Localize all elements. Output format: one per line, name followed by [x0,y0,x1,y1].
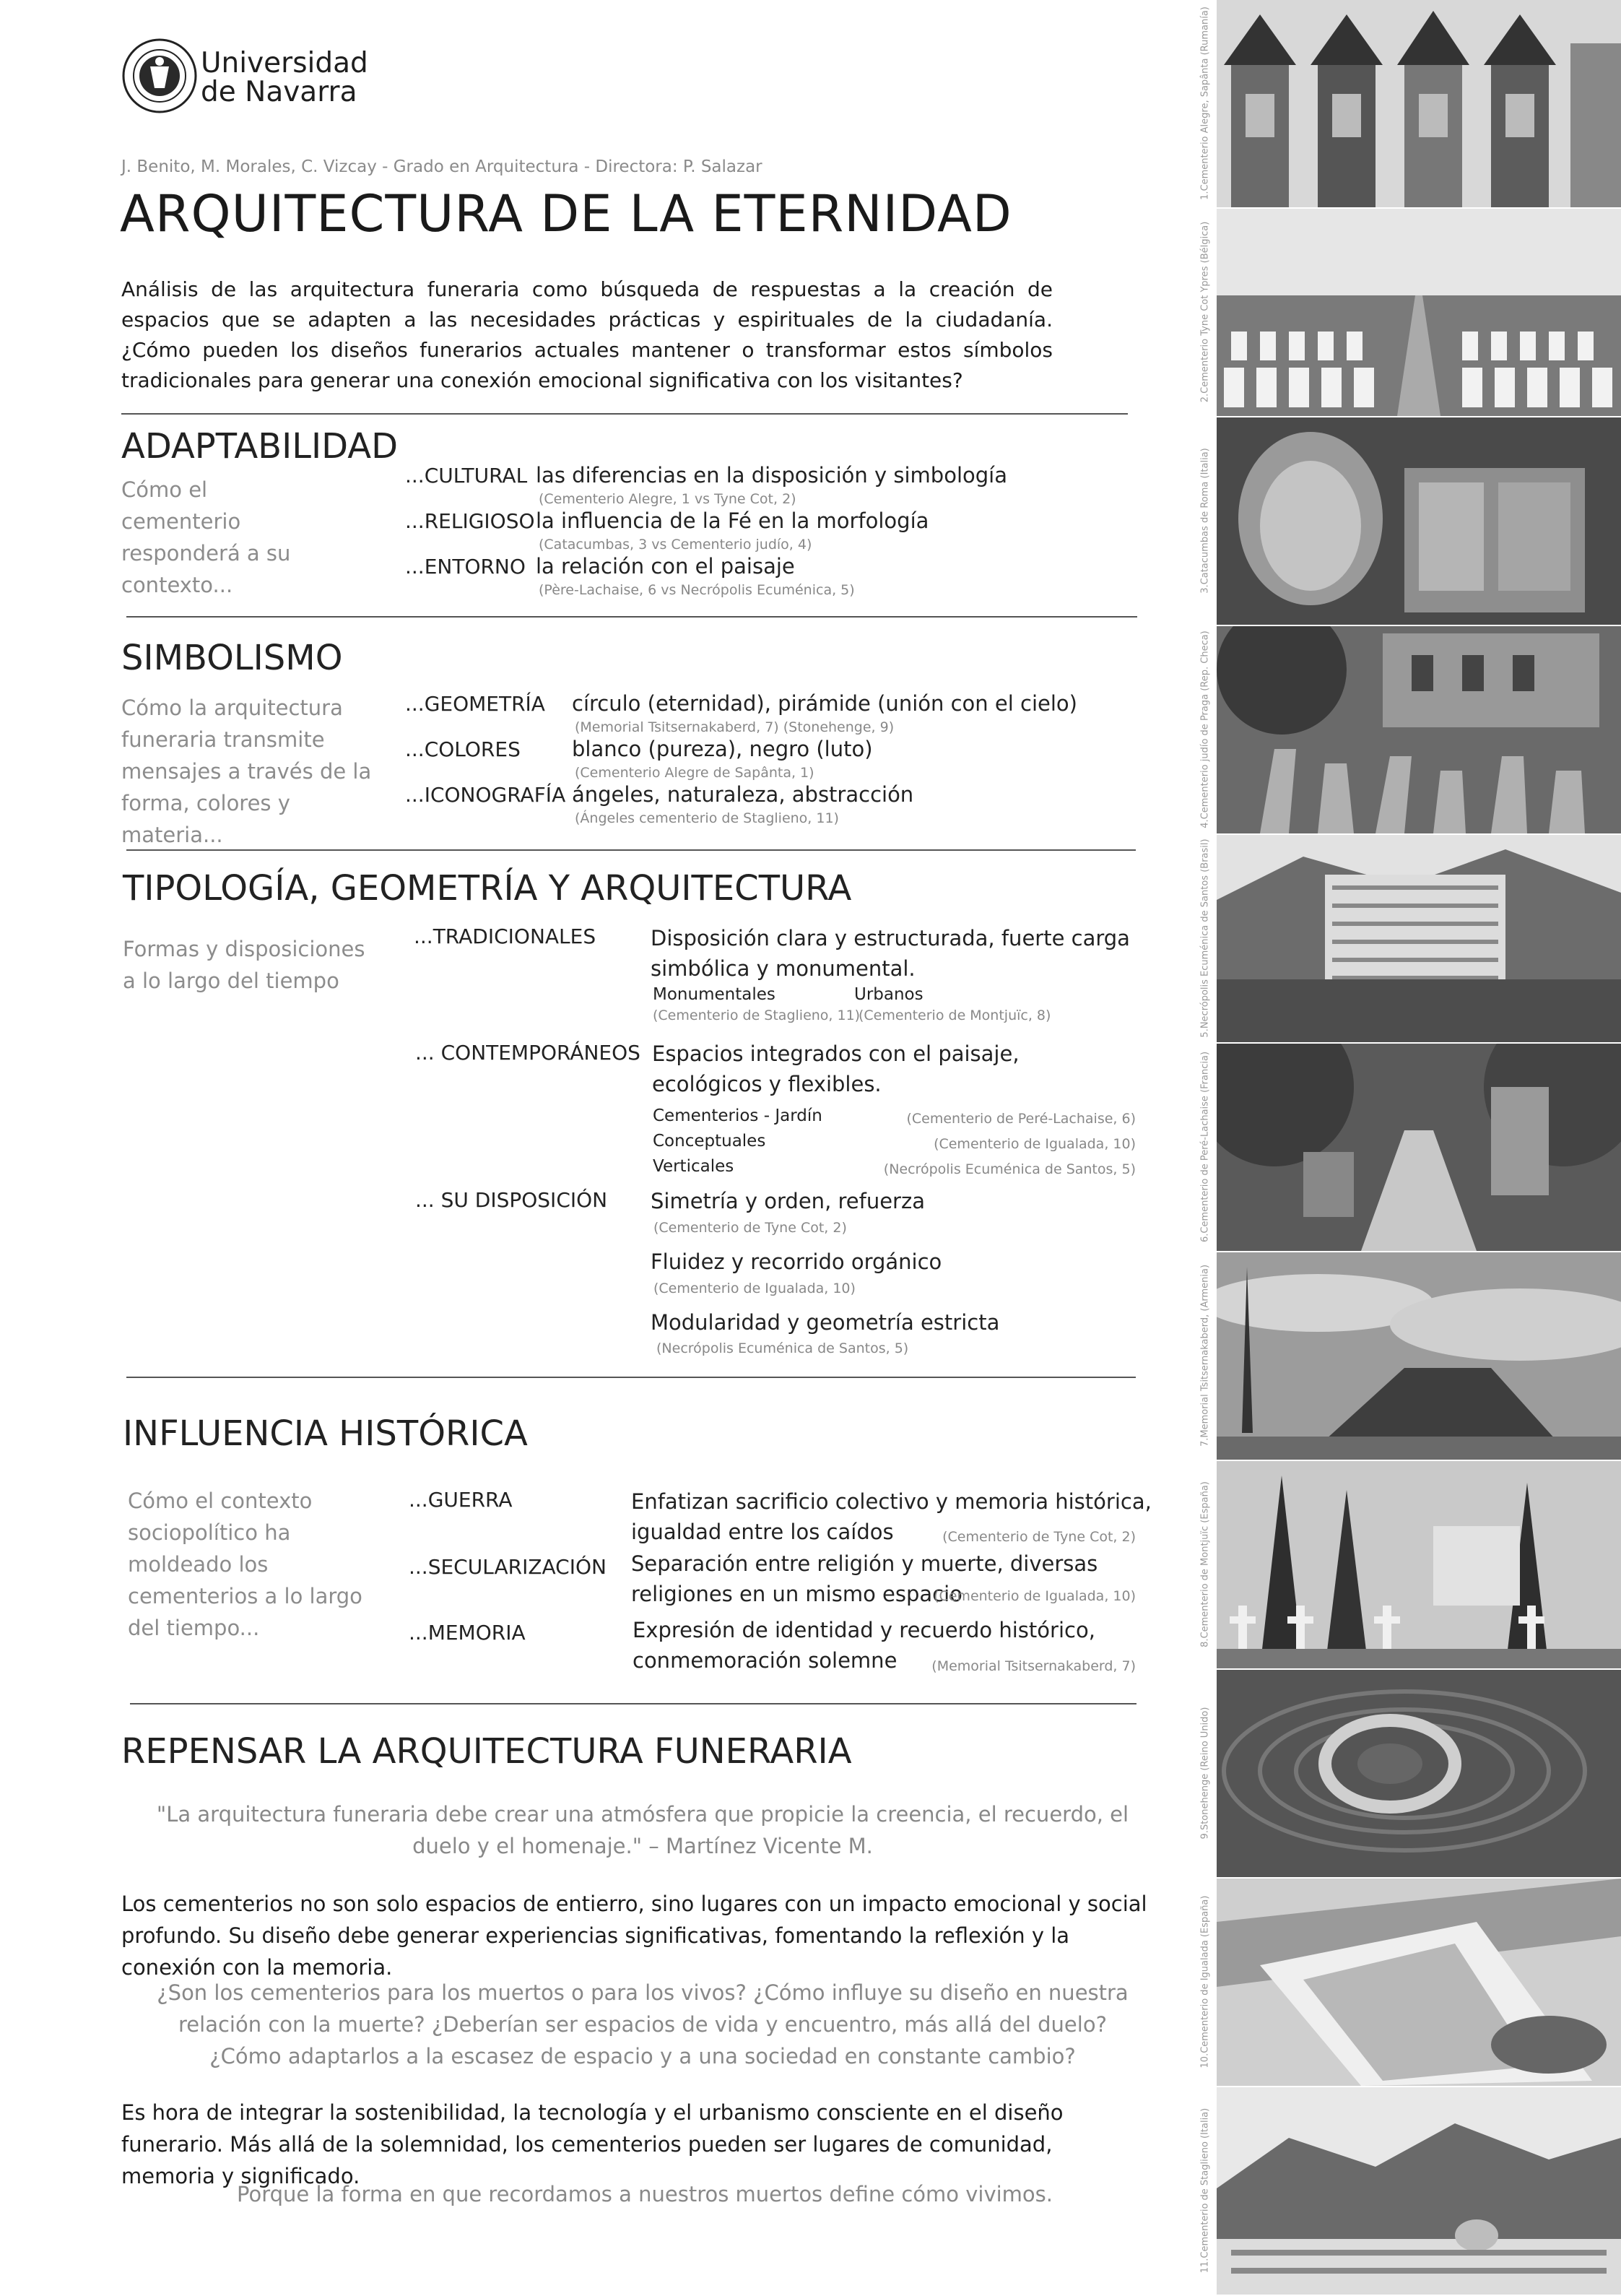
section-lede: Cómo el cementerio responderá a su contexto... [121,477,291,597]
arrangement-description: Simetría y orden, refuerza [651,1189,925,1213]
closing-line: Porque la forma en que recordamos a nuestros muertos define cómo vivimos. [237,2182,1053,2206]
reference-note: (Ángeles cementerio de Staglieno, 11) [575,810,839,826]
subtype-label: Conceptuales [653,1132,766,1151]
photo-caption: 1.Cementerio Alegre, Sapânta (Rumanía) [1199,7,1211,200]
photo-row [1195,1044,1621,1251]
cemetery-photo-montjuic [1217,1461,1621,1668]
category-description: círculo (eternidad), pirámide (unión con el cielo) [572,691,1077,716]
cemetery-photo-tyne-cot [1217,209,1621,416]
category-description: blanco (pureza), negro (luto) [572,737,873,761]
authors-line: J. Benito, M. Morales, C. Vizcay - Grado en Arquitectura - Directora: P. Salazar [121,157,762,176]
category-label: ...CULTURAL [405,464,528,488]
reference-note: (Cementerio de Tyne Cot, 2) [653,1220,847,1236]
cemetery-photo-staglieno [1217,2087,1621,2295]
category-label: ...RELIGIOSO [405,509,535,533]
influence-line: Expresión de identidad y recuerdo histórico, [633,1618,1095,1642]
photo-caption: 11.Cementerio de Staglieno (Italia) [1199,2107,1211,2274]
reference-note: (Cementerio de Montjuïc, 8) [859,1008,1051,1023]
category-label: ...MEMORIA [409,1621,526,1645]
reference-note: (Catacumbas, 3 vs Cementerio judío, 4) [539,537,812,553]
section-heading-repensar: REPENSAR LA ARQUITECTURA FUNERARIA [121,1731,852,1772]
section-heading-tipologia: TIPOLOGÍA, GEOMETRÍA Y ARQUITECTURA [123,868,852,909]
page-title: ARQUITECTURA DE LA ETERNIDAD [120,184,1012,243]
section-lede: Cómo el contexto sociopolítico ha moldeado los cementerios a lo largo del tiempo... [128,1489,362,1640]
photo-caption: 9.Stonehenge (Reino Unido) [1199,1707,1211,1840]
category-label: ...ICONOGRAFÍA [405,783,566,807]
arrangement-description: Modularidad y geometría estricta [651,1310,1000,1335]
photo-row [1195,1670,1621,1877]
category-label: ...ENTORNO [405,555,526,579]
photo-caption: 4.Cementerio judío de Praga (Rep. Checa) [1199,631,1211,828]
photo-caption: 7.Memorial Tsitsernakaberd, (Armenia) [1199,1264,1211,1447]
category-label: ... CONTEMPORÁNEOS [415,1041,640,1065]
university-seal-icon [121,38,198,114]
category-label: ...TRADICIONALES [414,924,596,948]
photo-row [1195,626,1621,833]
intro-paragraph: Análisis de las arquitectura funeraria como búsqueda de respuestas a la creación de espacios que se adapten a las necesidades prácticas y espirituales de la ciudadanía. ¿Cómo pueden los diseños funerarios actuales mantener o transformar estos símbolos tradicionales para generar una conexión emocional significativa con los visitantes? [121,277,1053,392]
category-label: ...GUERRA [409,1488,513,1512]
memorial-photo-tsitsernakaberd [1217,1252,1621,1460]
section-heading-simbolismo: SIMBOLISMO [121,638,343,678]
photo-row [1195,835,1621,1042]
divider [126,1377,1136,1378]
photo-row [1195,417,1621,625]
reference-note: (Cementerio de Igualada, 10) [934,1136,1136,1152]
influence-line: igualdad entre los caídos [631,1520,894,1544]
cemetery-photo-pere-lachaise [1217,1044,1621,1251]
reference-note: (Necrópolis Ecuménica de Santos, 5) [656,1340,909,1356]
cemetery-photo-prague-jewish [1217,626,1621,833]
photo-caption: 3.Catacumbas de Roma (Italia) [1199,448,1211,594]
photo-caption: 10.Cementerio de Igualada (España) [1199,1895,1211,2068]
photo-row [1195,1252,1621,1460]
section-lede: Formas y disposiciones a lo largo del tiempo [123,937,365,993]
photo-caption: 8.Cementerio de Montjuïc (España) [1199,1481,1211,1647]
logo-line-2: de Navarra [201,76,357,108]
reference-note: (Père-Lachaise, 6 vs Necrópolis Ecuménica, 5) [539,582,855,598]
divider [126,849,1136,851]
subtype-label: Monumentales [653,985,775,1004]
section-lede: Cómo la arquitectura funeraria transmite mensajes a través de la forma, colores y materia... [121,696,372,847]
photo-row [1195,1461,1621,1668]
category-description: ángeles, naturaleza, abstracción [572,782,914,807]
reference-note: (Cementerio Alegre de Sapânta, 1) [575,765,814,781]
quote: "La arquitectura funeraria debe crear una atmósfera que propicie la creencia, el recuerdo, el duelo y el homenaje." – Martínez Vicente M. [156,1802,1129,1858]
category-label: ... SU DISPOSICIÓN [415,1188,608,1212]
logo-line-1: Universidad [201,47,368,79]
arrangement-description: Fluidez y recorrido orgánico [651,1249,942,1274]
influence-line: Separación entre religión y muerte, diversas [631,1551,1098,1576]
photo-caption: 2.Cementerio Tyne Cot Ypres (Bélgica) [1199,221,1211,403]
reference-note: (Necrópolis Ecuménica de Santos, 5) [883,1161,1136,1177]
reference-note: (Cementerio de Igualada, 10) [653,1281,856,1296]
category-label: ...GEOMETRÍA [405,692,545,716]
subtype-label: Verticales [653,1157,734,1176]
category-description: Espacios integrados con el paisaje, ecológicos y flexibles. [652,1041,1020,1096]
photo-row [1195,0,1621,207]
reference-note: (Memorial Tsitsernakaberd, 7) (Stonehenge, 9) [575,719,895,735]
photo-strip [1195,0,1621,2296]
reference-note: (Cementerio de Igualada, 10) [934,1588,1136,1604]
section-heading-influencia: INFLUENCIA HISTÓRICA [123,1413,528,1454]
photo-caption: 6.Cementerio de Peré-Lachaise (Francia) [1199,1051,1211,1243]
questions-paragraph: ¿Son los cementerios para los muertos o para los vivos? ¿Cómo influye su diseño en nuestra relación con la muerte? ¿Deberían ser espacios de vida y encuentro, más allá del duelo? ¿Cómo adaptarlos a la escasez de espacio y a una sociedad en constante cambio? [157,1980,1129,2068]
photo-row [1195,2087,1621,2296]
body-paragraph: Los cementerios no son solo espacios de entierro, sino lugares con un impacto emocional y social profundo. Su diseño debe generar experiencias significativas, fomentando la reflexión y la conexión con la memoria. [121,1892,1147,1980]
body-paragraph: Es hora de integrar la sostenibilidad, la tecnología y el urbanismo consciente en el diseño funerario. Más allá de la solemnidad, los cementerios pueden ser lugares de comunidad, memoria y significado. [121,2100,1064,2188]
divider [130,1703,1137,1704]
photo-caption: 5.Necrópolis Ecuménica de Santos (Brasil) [1199,839,1211,1038]
reference-note: (Cementerio de Tyne Cot, 2) [942,1529,1136,1545]
cemetery-photo-catacombs [1217,417,1621,625]
subtype-label: Cementerios - Jardín [653,1106,822,1125]
influence-line: Enfatizan sacrificio colectivo y memoria histórica, [631,1489,1152,1514]
category-description: Disposición clara y estructurada, fuerte carga simbólica y monumental. [651,926,1130,981]
category-description: las diferencias en la disposición y simbología [536,463,1007,488]
category-description: la relación con el paisaje [536,554,795,579]
reference-note: (Cementerio de Staglieno, 11) [653,1008,861,1023]
university-logo [121,36,374,123]
monument-photo-stonehenge [1217,1670,1621,1877]
divider [121,413,1128,415]
influence-line: conmemoración solemne [633,1648,898,1673]
cemetery-photo-igualada [1217,1879,1621,2086]
divider [126,616,1137,618]
photo-row [1195,1879,1621,2086]
category-label: ...COLORES [405,737,521,761]
reference-note: (Memorial Tsitsernakaberd, 7) [931,1658,1136,1674]
subtype-label: Urbanos [854,985,924,1004]
cemetery-photo-santos-necropolis [1217,835,1621,1042]
influence-line: religiones en un mismo espacio [631,1582,962,1606]
category-label: ...SECULARIZACIÓN [409,1555,607,1579]
photo-row [1195,209,1621,416]
cemetery-photo-merry-cemetery [1217,0,1621,207]
reference-note: (Cementerio de Peré-Lachaise, 6) [906,1111,1136,1127]
section-heading-adaptabilidad: ADAPTABILIDAD [121,426,399,467]
reference-note: (Cementerio Alegre, 1 vs Tyne Cot, 2) [539,491,796,507]
category-description: la influencia de la Fé en la morfología [536,508,929,533]
